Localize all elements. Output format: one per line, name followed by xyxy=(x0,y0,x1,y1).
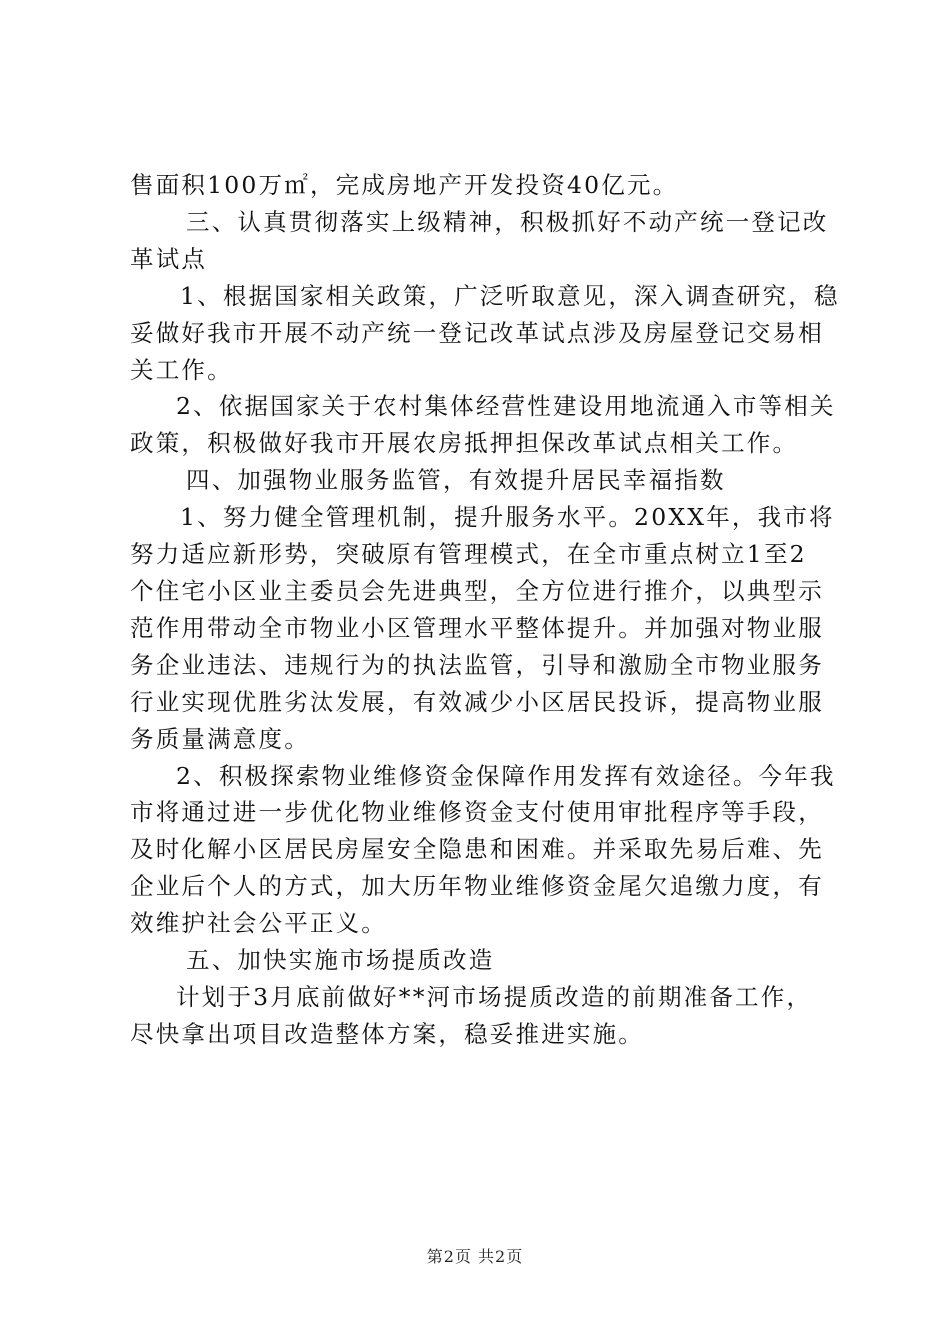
section-heading-4: 四、加强物业服务监管，有效提升居民幸福指数 xyxy=(186,466,726,495)
text-line: 政策，积极做好我市开展农房抵押担保改革试点相关工作。 xyxy=(130,429,799,458)
text-line: 计划于3月底前做好**河市场提质改造的前期准备工作， xyxy=(176,982,813,1011)
text-line: 范作用带动全市物业小区管理水平整体提升。并加强对物业服 xyxy=(130,613,824,642)
text-line: 企业后个人的方式，加大历年物业维修资金尾欠追缴力度，有 xyxy=(130,872,824,901)
text-line: 售面积100万㎡，完成房地产开发投资40亿元。 xyxy=(130,171,679,199)
text-line: 2、依据国家关于农村集体经营性建设用地流通入市等相关 xyxy=(176,392,836,421)
text-line: 行业实现优胜劣汰发展，有效减少小区居民投诉，提高物业服 xyxy=(130,687,824,716)
text-line: 务企业违法、违规行为的执法监管，引导和激励全市物业服务 xyxy=(130,650,824,679)
text-line: 努力适应新形势，突破原有管理模式，在全市重点树立1至2 xyxy=(130,540,807,569)
text-line: 尽快拿出项目改造整体方案，稳妥推进实施。 xyxy=(130,1019,644,1048)
document-body xyxy=(130,167,840,1053)
page-footer: 第2页 共2页 xyxy=(426,1247,524,1266)
text-line: 2、积极探索物业维修资金保障作用发挥有效途径。今年我 xyxy=(176,761,836,790)
text-line: 及时化解小区居民房屋安全隐患和困难。并采取先易后难、先 xyxy=(130,835,824,864)
section-heading-5: 五、加快实施市场提质改造 xyxy=(186,946,495,975)
text-line: 务质量满意度。 xyxy=(130,724,310,753)
text-line: 1、根据国家相关政策，广泛听取意见，深入调查研究，稳 xyxy=(180,281,840,310)
text-line: 妥做好我市开展不动产统一登记改革试点涉及房屋登记交易相 xyxy=(130,318,824,347)
text-line: 市将通过进一步优化物业维修资金支付使用审批程序等手段， xyxy=(130,798,824,827)
text-line: 1、努力健全管理机制，提升服务水平。20XX年，我市将 xyxy=(180,503,835,532)
text-line: 效维护社会公平正义。 xyxy=(130,909,387,938)
text-line: 革试点 xyxy=(130,244,208,273)
section-heading-3: 三、认真贯彻落实上级精神，积极抓好不动产统一登记改 xyxy=(186,207,829,236)
text-line: 个住宅小区业主委员会先进典型，全方位进行推介，以典型示 xyxy=(130,576,824,605)
text-line: 关工作。 xyxy=(130,355,233,384)
